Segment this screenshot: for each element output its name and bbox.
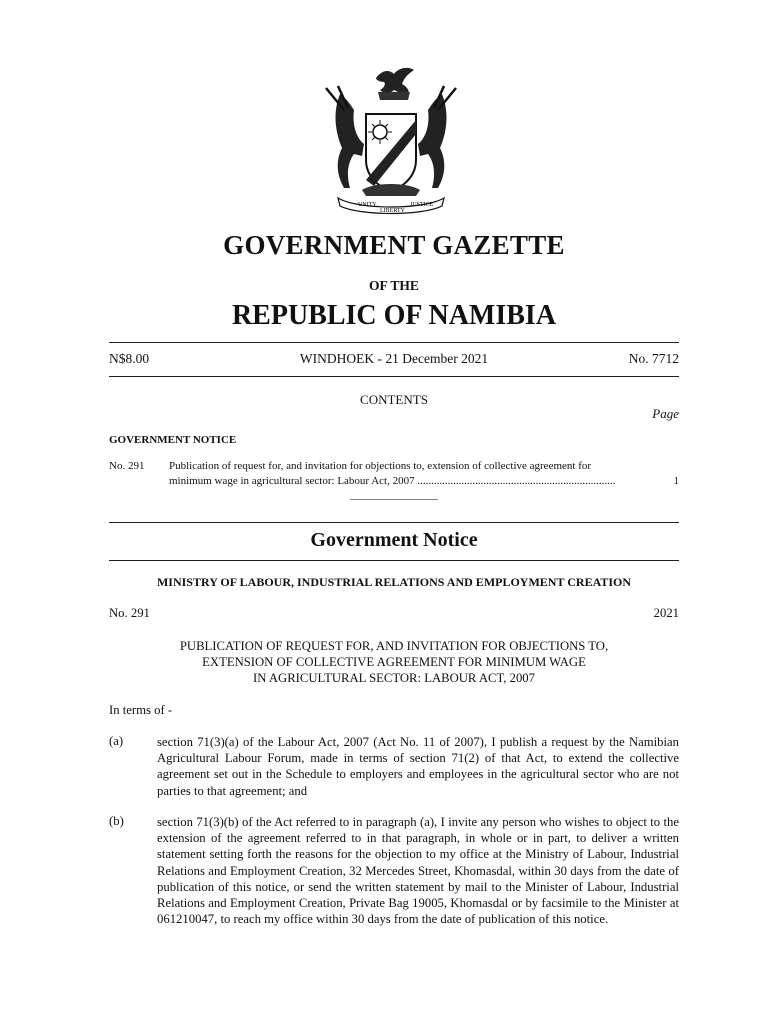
republic-title: REPUBLIC OF NAMIBIA [231,300,557,331]
header-rule-bottom [109,376,679,377]
contents-entry-line1: Publication of request for, and invitation for objections to, extension of collective agreement for [169,460,592,472]
contents-separator: ________________ [350,489,438,501]
notice-rule-bottom [109,560,679,561]
of-the-label: OF THE [369,278,419,293]
gazette-title: GOVERNMENT GAZETTE [223,230,565,260]
ministry-name: MINISTRY OF LABOUR, INDUSTRIAL RELATIONS AND EMPLOYMENT CREATION [156,575,632,589]
paragraph-a-label: (a) [109,734,124,748]
price-label: N$8.00 [109,351,150,366]
header-rule-top [109,342,679,343]
notice-title-line1: PUBLICATION OF REQUEST FOR, AND INVITATION FOR OBJECTIONS TO, [179,639,609,653]
motto-unity: UNITY [358,202,377,208]
notice-title [109,638,679,686]
contents-section: GOVERNMENT NOTICE [109,434,237,446]
contents-entry-line2: minimum wage in agricultural sector: Labour Act, 2007 ........................................................................ [169,475,616,487]
contents-entry-page: 1 [673,475,679,487]
notice-heading: Government Notice [310,529,478,551]
gazette-number: No. 7712 [628,351,679,366]
paragraph-b-text: section 71(3)(b) of the Act referred to in paragraph (a), I invite any person who wishes to object to the extension of the agreement referred to in that paragraph, in whole or in part, to deliver a written statement setting forth the reasons for the objection to my office at the Ministry of Labour, Industrial Relations and Employment Creation, 32 Mercedes Street, Khomasdal, within 30 days from the date of publication of this notice, or send the written statement by mail to the Minister of Labour, Industrial Relations and Employment Creation, Private Bag 19005, Khomasdal or by facsimile to the Minister at 061210047, to reach my office within 30 days from the date of publication of this notice. [157,815,679,927]
paragraph-b-label: (b) [109,814,124,828]
contents-heading: CONTENTS [360,392,428,407]
motto-justice: JUSTICE [410,202,434,208]
notice-title-line3: IN AGRICULTURAL SECTOR: LABOUR ACT, 2007 [253,671,535,685]
paragraph-a-text: section 71(3)(a) of the Labour Act, 2007 (Act No. 11 of 2007), I publish a request by the Namibian Agricultural Labour Forum, made in terms of section 71(2) of that Act, to extend the collective agreement set out in the Schedule to employers and employees in the agricultural sector who are not parties to that agreement; and [157,735,679,798]
motto-liberty: LIBERTY [380,208,405,214]
notice-year: 2021 [653,606,679,620]
page-column-label: Page [652,406,679,421]
notice-title-line2: EXTENSION OF COLLECTIVE AGREEMENT FOR MINIMUM WAGE [202,655,586,669]
intro-text: In terms of - [109,703,173,717]
notice-number: No. 291 [109,606,150,620]
coat-of-arms-icon [318,64,464,216]
place-date: WINDHOEK - 21 December 2021 [299,351,489,366]
contents-entry-number: No. 291 [109,460,145,472]
notice-rule-top [109,522,679,523]
